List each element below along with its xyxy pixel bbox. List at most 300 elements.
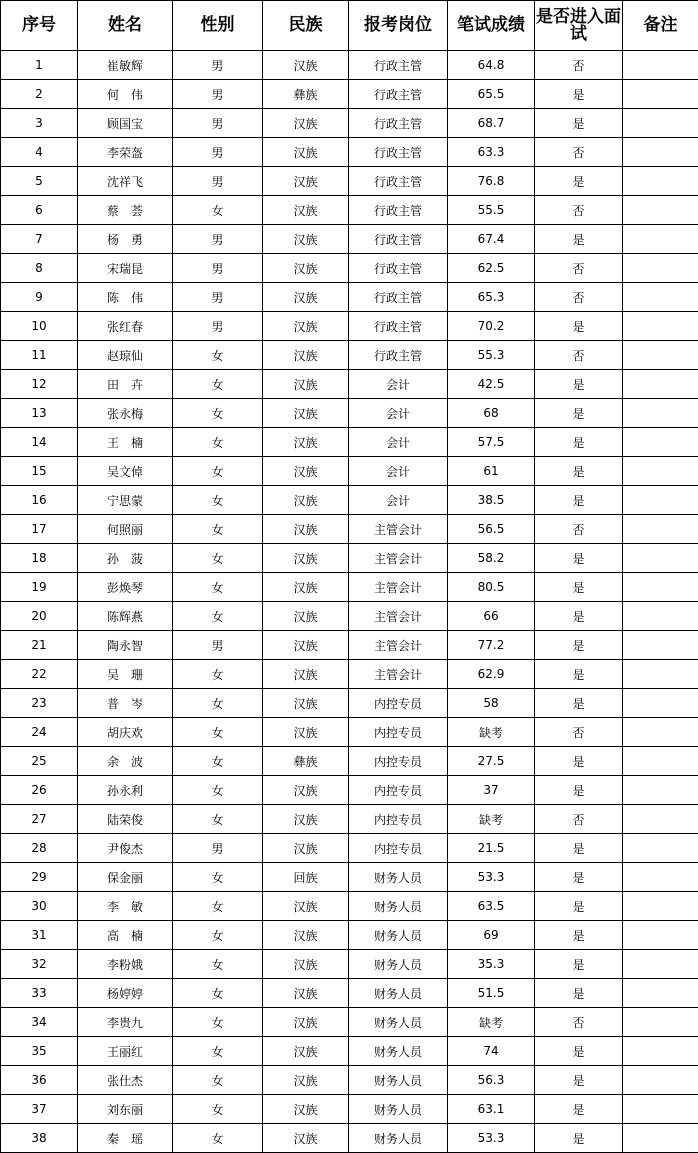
cell-name: 保金丽 (78, 863, 173, 892)
header-position: 报考岗位 (349, 1, 448, 51)
cell-score: 62.5 (448, 254, 535, 283)
cell-seq: 16 (1, 486, 78, 515)
cell-name: 陆荣俊 (78, 805, 173, 834)
cell-interview: 否 (535, 51, 623, 80)
cell-remark (623, 892, 698, 921)
cell-remark (623, 776, 698, 805)
cell-position: 财务人员 (349, 1008, 448, 1037)
cell-ethnicity: 汉族 (263, 834, 349, 863)
cell-ethnicity: 回族 (263, 863, 349, 892)
cell-gender: 女 (173, 805, 263, 834)
cell-score: 77.2 (448, 631, 535, 660)
cell-ethnicity: 汉族 (263, 1066, 349, 1095)
cell-ethnicity: 汉族 (263, 225, 349, 254)
cell-gender: 女 (173, 776, 263, 805)
cell-score: 62.9 (448, 660, 535, 689)
cell-seq: 27 (1, 805, 78, 834)
cell-remark (623, 80, 698, 109)
cell-position: 会计 (349, 486, 448, 515)
table-row (1, 834, 698, 863)
table-row (1, 892, 698, 921)
cell-ethnicity: 汉族 (263, 370, 349, 399)
cell-position: 财务人员 (349, 950, 448, 979)
table-row (1, 689, 698, 718)
cell-remark (623, 979, 698, 1008)
cell-position: 会计 (349, 428, 448, 457)
cell-position: 会计 (349, 399, 448, 428)
cell-position: 内控专员 (349, 747, 448, 776)
cell-gender: 女 (173, 718, 263, 747)
cell-gender: 男 (173, 283, 263, 312)
cell-interview: 是 (535, 660, 623, 689)
table-body (1, 51, 698, 1153)
cell-seq: 3 (1, 109, 78, 138)
cell-remark (623, 689, 698, 718)
cell-name: 张红春 (78, 312, 173, 341)
header-seq: 序号 (1, 1, 78, 51)
cell-name: 秦 瑶 (78, 1124, 173, 1153)
cell-gender: 女 (173, 979, 263, 1008)
table-row (1, 1008, 698, 1037)
cell-seq: 34 (1, 1008, 78, 1037)
cell-ethnicity: 汉族 (263, 631, 349, 660)
cell-ethnicity: 汉族 (263, 776, 349, 805)
header-ethnicity: 民族 (263, 1, 349, 51)
cell-score: 42.5 (448, 370, 535, 399)
table-row (1, 573, 698, 602)
cell-remark (623, 370, 698, 399)
cell-gender: 女 (173, 341, 263, 370)
cell-interview: 是 (535, 602, 623, 631)
cell-interview: 是 (535, 573, 623, 602)
table-row (1, 631, 698, 660)
cell-name: 王 楠 (78, 428, 173, 457)
cell-ethnicity: 汉族 (263, 399, 349, 428)
cell-score: 63.5 (448, 892, 535, 921)
cell-remark (623, 167, 698, 196)
cell-seq: 1 (1, 51, 78, 80)
cell-interview: 是 (535, 109, 623, 138)
header-interview: 是否进入面试 (535, 1, 623, 51)
cell-interview: 否 (535, 515, 623, 544)
cell-score: 65.3 (448, 283, 535, 312)
cell-position: 行政主管 (349, 283, 448, 312)
cell-position: 主管会计 (349, 515, 448, 544)
cell-remark (623, 457, 698, 486)
cell-name: 孙 菠 (78, 544, 173, 573)
cell-seq: 5 (1, 167, 78, 196)
cell-score: 69 (448, 921, 535, 950)
cell-gender: 女 (173, 892, 263, 921)
cell-name: 崔敏辉 (78, 51, 173, 80)
cell-name: 王丽红 (78, 1037, 173, 1066)
table-row (1, 921, 698, 950)
table-row (1, 51, 698, 80)
table-row (1, 80, 698, 109)
cell-interview: 否 (535, 283, 623, 312)
cell-gender: 女 (173, 1066, 263, 1095)
cell-gender: 女 (173, 1095, 263, 1124)
cell-position: 行政主管 (349, 167, 448, 196)
cell-ethnicity: 汉族 (263, 428, 349, 457)
cell-gender: 女 (173, 1124, 263, 1153)
cell-gender: 女 (173, 602, 263, 631)
header-row (1, 1, 698, 51)
cell-name: 张仕杰 (78, 1066, 173, 1095)
table-row (1, 370, 698, 399)
cell-seq: 17 (1, 515, 78, 544)
cell-name: 沈祥飞 (78, 167, 173, 196)
cell-seq: 38 (1, 1124, 78, 1153)
cell-position: 行政主管 (349, 312, 448, 341)
cell-interview: 是 (535, 921, 623, 950)
cell-position: 主管会计 (349, 660, 448, 689)
cell-seq: 4 (1, 138, 78, 167)
cell-ethnicity: 汉族 (263, 718, 349, 747)
cell-score: 66 (448, 602, 535, 631)
table-row (1, 776, 698, 805)
cell-gender: 男 (173, 80, 263, 109)
cell-remark (623, 718, 698, 747)
cell-remark (623, 283, 698, 312)
cell-name: 田 卉 (78, 370, 173, 399)
cell-name: 蔡 荟 (78, 196, 173, 225)
cell-score: 55.5 (448, 196, 535, 225)
table-row (1, 515, 698, 544)
cell-gender: 女 (173, 747, 263, 776)
cell-seq: 13 (1, 399, 78, 428)
cell-interview: 是 (535, 544, 623, 573)
cell-position: 行政主管 (349, 341, 448, 370)
cell-ethnicity: 汉族 (263, 109, 349, 138)
cell-remark (623, 921, 698, 950)
cell-remark (623, 950, 698, 979)
cell-gender: 男 (173, 225, 263, 254)
cell-score: 缺考 (448, 718, 535, 747)
cell-remark (623, 1095, 698, 1124)
cell-remark (623, 1066, 698, 1095)
cell-remark (623, 515, 698, 544)
cell-seq: 20 (1, 602, 78, 631)
cell-position: 内控专员 (349, 805, 448, 834)
header-gender: 性别 (173, 1, 263, 51)
cell-ethnicity: 彝族 (263, 747, 349, 776)
cell-position: 主管会计 (349, 573, 448, 602)
cell-interview: 否 (535, 805, 623, 834)
cell-score: 53.3 (448, 1124, 535, 1153)
cell-seq: 22 (1, 660, 78, 689)
cell-score: 缺考 (448, 1008, 535, 1037)
cell-gender: 女 (173, 370, 263, 399)
cell-seq: 14 (1, 428, 78, 457)
cell-seq: 10 (1, 312, 78, 341)
cell-ethnicity: 汉族 (263, 1095, 349, 1124)
cell-score: 27.5 (448, 747, 535, 776)
cell-position: 财务人员 (349, 863, 448, 892)
cell-ethnicity: 汉族 (263, 254, 349, 283)
cell-position: 行政主管 (349, 196, 448, 225)
table-row (1, 863, 698, 892)
cell-interview: 是 (535, 689, 623, 718)
cell-gender: 男 (173, 834, 263, 863)
cell-gender: 男 (173, 51, 263, 80)
table-header (1, 1, 698, 51)
cell-ethnicity: 汉族 (263, 979, 349, 1008)
table-row (1, 1095, 698, 1124)
cell-interview: 是 (535, 1124, 623, 1153)
cell-seq: 7 (1, 225, 78, 254)
cell-remark (623, 225, 698, 254)
cell-remark (623, 863, 698, 892)
table-row (1, 979, 698, 1008)
cell-gender: 女 (173, 950, 263, 979)
table-row (1, 805, 698, 834)
cell-remark (623, 254, 698, 283)
cell-ethnicity: 汉族 (263, 950, 349, 979)
cell-score: 67.4 (448, 225, 535, 254)
cell-name: 高 楠 (78, 921, 173, 950)
cell-position: 会计 (349, 370, 448, 399)
cell-remark (623, 341, 698, 370)
cell-gender: 女 (173, 515, 263, 544)
cell-score: 64.8 (448, 51, 535, 80)
cell-name: 彭焕琴 (78, 573, 173, 602)
cell-interview: 是 (535, 631, 623, 660)
table-row (1, 718, 698, 747)
table-row (1, 602, 698, 631)
cell-remark (623, 1008, 698, 1037)
cell-score: 68 (448, 399, 535, 428)
cell-gender: 女 (173, 428, 263, 457)
cell-remark (623, 51, 698, 80)
cell-score: 37 (448, 776, 535, 805)
cell-name: 陈 伟 (78, 283, 173, 312)
cell-name: 刘东丽 (78, 1095, 173, 1124)
cell-interview: 否 (535, 196, 623, 225)
cell-position: 行政主管 (349, 109, 448, 138)
cell-remark (623, 1124, 698, 1153)
cell-interview: 是 (535, 370, 623, 399)
table-row (1, 341, 698, 370)
cell-interview: 是 (535, 457, 623, 486)
cell-gender: 男 (173, 138, 263, 167)
cell-gender: 女 (173, 399, 263, 428)
cell-position: 财务人员 (349, 979, 448, 1008)
cell-gender: 男 (173, 254, 263, 283)
cell-seq: 32 (1, 950, 78, 979)
cell-ethnicity: 汉族 (263, 573, 349, 602)
cell-seq: 18 (1, 544, 78, 573)
cell-score: 80.5 (448, 573, 535, 602)
cell-seq: 11 (1, 341, 78, 370)
cell-score: 65.5 (448, 80, 535, 109)
table-row (1, 399, 698, 428)
cell-seq: 23 (1, 689, 78, 718)
cell-position: 会计 (349, 457, 448, 486)
cell-name: 杨 勇 (78, 225, 173, 254)
cell-interview: 是 (535, 747, 623, 776)
cell-ethnicity: 汉族 (263, 283, 349, 312)
cell-ethnicity: 汉族 (263, 1124, 349, 1153)
cell-seq: 26 (1, 776, 78, 805)
cell-seq: 30 (1, 892, 78, 921)
cell-position: 内控专员 (349, 834, 448, 863)
table-row (1, 428, 698, 457)
cell-interview: 否 (535, 254, 623, 283)
cell-name: 李贵九 (78, 1008, 173, 1037)
cell-gender: 女 (173, 689, 263, 718)
cell-name: 赵琼仙 (78, 341, 173, 370)
cell-gender: 女 (173, 863, 263, 892)
cell-gender: 男 (173, 631, 263, 660)
cell-position: 内控专员 (349, 689, 448, 718)
cell-interview: 是 (535, 486, 623, 515)
cell-score: 63.1 (448, 1095, 535, 1124)
cell-name: 张永梅 (78, 399, 173, 428)
cell-position: 主管会计 (349, 602, 448, 631)
cell-remark (623, 544, 698, 573)
header-name: 姓名 (78, 1, 173, 51)
cell-position: 财务人员 (349, 1124, 448, 1153)
cell-score: 76.8 (448, 167, 535, 196)
cell-ethnicity: 彝族 (263, 80, 349, 109)
cell-name: 尹俊杰 (78, 834, 173, 863)
cell-position: 行政主管 (349, 80, 448, 109)
cell-score: 缺考 (448, 805, 535, 834)
cell-score: 61 (448, 457, 535, 486)
table-row (1, 196, 698, 225)
cell-name: 宁思蒙 (78, 486, 173, 515)
cell-ethnicity: 汉族 (263, 1008, 349, 1037)
table-row (1, 283, 698, 312)
cell-seq: 31 (1, 921, 78, 950)
cell-ethnicity: 汉族 (263, 921, 349, 950)
cell-remark (623, 428, 698, 457)
cell-score: 35.3 (448, 950, 535, 979)
cell-interview: 是 (535, 399, 623, 428)
cell-remark (623, 602, 698, 631)
cell-position: 内控专员 (349, 776, 448, 805)
cell-interview: 否 (535, 718, 623, 747)
cell-remark (623, 631, 698, 660)
cell-interview: 是 (535, 1037, 623, 1066)
cell-gender: 女 (173, 573, 263, 602)
cell-name: 杨婷婷 (78, 979, 173, 1008)
cell-name: 胡庆欢 (78, 718, 173, 747)
cell-ethnicity: 汉族 (263, 892, 349, 921)
cell-gender: 男 (173, 167, 263, 196)
cell-name: 何照丽 (78, 515, 173, 544)
cell-seq: 25 (1, 747, 78, 776)
cell-gender: 女 (173, 544, 263, 573)
cell-remark (623, 196, 698, 225)
cell-ethnicity: 汉族 (263, 167, 349, 196)
cell-seq: 2 (1, 80, 78, 109)
cell-seq: 15 (1, 457, 78, 486)
table-row (1, 457, 698, 486)
cell-score: 58.2 (448, 544, 535, 573)
cell-interview: 是 (535, 167, 623, 196)
cell-ethnicity: 汉族 (263, 138, 349, 167)
cell-name: 顾国宝 (78, 109, 173, 138)
cell-score: 63.3 (448, 138, 535, 167)
table-row (1, 1124, 698, 1153)
cell-position: 财务人员 (349, 1066, 448, 1095)
cell-score: 68.7 (448, 109, 535, 138)
cell-interview: 是 (535, 892, 623, 921)
cell-score: 38.5 (448, 486, 535, 515)
cell-gender: 女 (173, 1037, 263, 1066)
cell-interview: 是 (535, 225, 623, 254)
cell-interview: 是 (535, 1066, 623, 1095)
table-row (1, 660, 698, 689)
cell-ethnicity: 汉族 (263, 1037, 349, 1066)
header-remark: 备注 (623, 1, 698, 51)
cell-ethnicity: 汉族 (263, 312, 349, 341)
table-row (1, 312, 698, 341)
cell-position: 行政主管 (349, 51, 448, 80)
cell-name: 陈辉燕 (78, 602, 173, 631)
cell-name: 吴 珊 (78, 660, 173, 689)
table-row (1, 225, 698, 254)
cell-remark (623, 747, 698, 776)
cell-interview: 是 (535, 834, 623, 863)
cell-position: 财务人员 (349, 1037, 448, 1066)
cell-score: 56.5 (448, 515, 535, 544)
cell-seq: 12 (1, 370, 78, 399)
cell-name: 普 岑 (78, 689, 173, 718)
cell-remark (623, 138, 698, 167)
cell-name: 陶永智 (78, 631, 173, 660)
cell-score: 51.5 (448, 979, 535, 1008)
cell-name: 李粉娥 (78, 950, 173, 979)
cell-seq: 9 (1, 283, 78, 312)
cell-name: 吴文倬 (78, 457, 173, 486)
cell-name: 何 伟 (78, 80, 173, 109)
cell-ethnicity: 汉族 (263, 544, 349, 573)
cell-gender: 女 (173, 196, 263, 225)
cell-ethnicity: 汉族 (263, 689, 349, 718)
cell-remark (623, 399, 698, 428)
cell-ethnicity: 汉族 (263, 341, 349, 370)
cell-interview: 是 (535, 776, 623, 805)
cell-remark (623, 573, 698, 602)
cell-interview: 否 (535, 341, 623, 370)
cell-remark (623, 660, 698, 689)
cell-remark (623, 805, 698, 834)
cell-ethnicity: 汉族 (263, 660, 349, 689)
cell-seq: 21 (1, 631, 78, 660)
cell-position: 行政主管 (349, 254, 448, 283)
cell-remark (623, 312, 698, 341)
cell-seq: 6 (1, 196, 78, 225)
cell-interview: 否 (535, 138, 623, 167)
table-row (1, 167, 698, 196)
cell-remark (623, 486, 698, 515)
cell-score: 55.3 (448, 341, 535, 370)
table-row (1, 1037, 698, 1066)
cell-ethnicity: 汉族 (263, 515, 349, 544)
cell-name: 余 波 (78, 747, 173, 776)
cell-position: 财务人员 (349, 1095, 448, 1124)
cell-position: 财务人员 (349, 921, 448, 950)
cell-seq: 37 (1, 1095, 78, 1124)
cell-ethnicity: 汉族 (263, 457, 349, 486)
cell-interview: 是 (535, 863, 623, 892)
table-row (1, 109, 698, 138)
table-row (1, 254, 698, 283)
cell-name: 宋瑞昆 (78, 254, 173, 283)
